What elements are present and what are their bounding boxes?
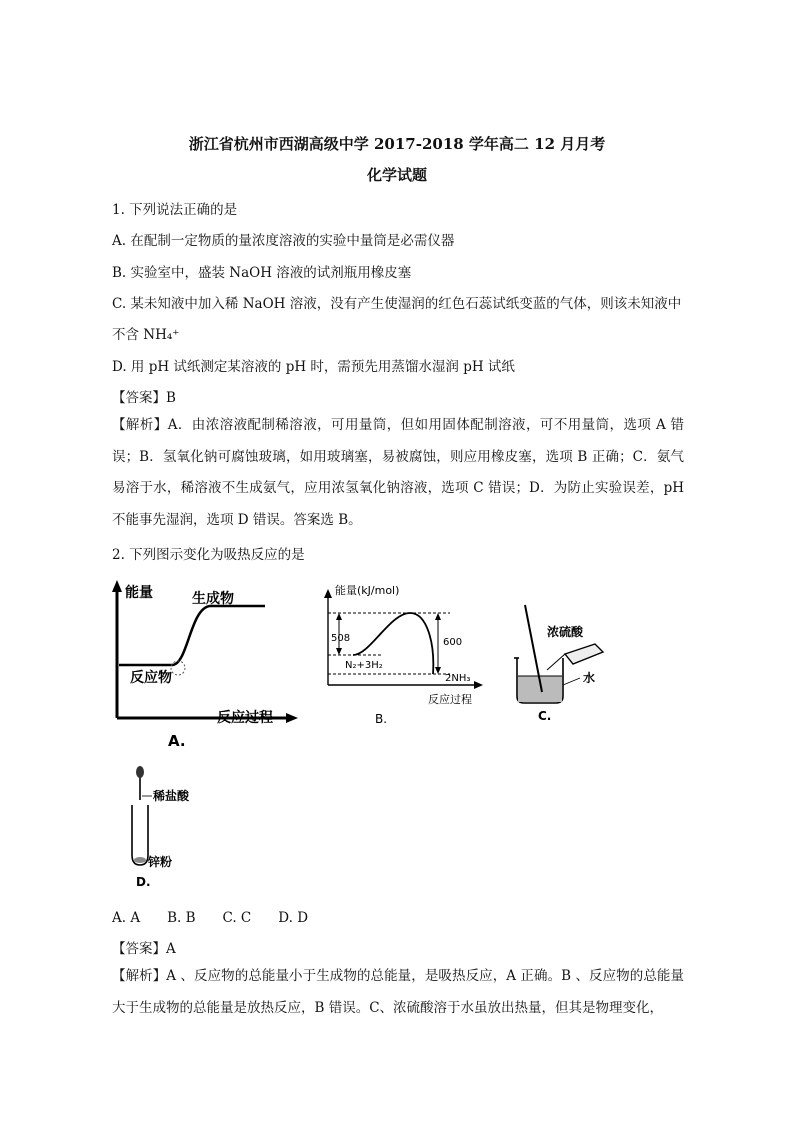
q1-option-c-line2: 不含 NH₄⁺ (112, 327, 180, 343)
fig-a-product-label: 生成物 (192, 591, 234, 607)
document-subtitle: 化学试题 (366, 166, 427, 184)
fig-b-arrow-508-top (336, 613, 342, 620)
fig-a-xlabel: 反应过程 (217, 710, 273, 726)
fig-c-acid-bottle (565, 644, 603, 664)
q1-option-a: A. 在配制一定物质的量浓度溶液的实验中量筒是必需仪器 (112, 233, 455, 249)
document-title: 浙江省杭州市西湖高级中学 2017-2018 学年高二 12 月月考 (188, 135, 606, 153)
fig-a-x-arrow (286, 713, 298, 723)
figure-c-acid-dilution (505, 600, 625, 725)
fig-b-arrow-600-bottom (435, 667, 441, 674)
fig-a-caption: A. (168, 732, 186, 750)
fig-c-acid-label: 浓硫酸 (547, 625, 584, 639)
fig-d-caption: D. (136, 875, 151, 889)
q1-answer: 【答案】B (112, 390, 176, 406)
fig-c-caption: C. (538, 709, 552, 723)
fig-a-y-arrow (112, 580, 122, 592)
q1-option-b: B. 实验室中，盛装 NaOH 溶液的试剂瓶用橡皮塞 (112, 265, 412, 281)
fig-b-reactants-label: N₂+3H₂ (345, 660, 383, 671)
fig-b-xlabel: 反应过程 (428, 693, 472, 706)
fig-d-test-tube-body (132, 805, 148, 865)
figure-d-test-tube (120, 760, 230, 892)
figure-a-energy-diagram (100, 578, 300, 750)
fig-a-energy-curve (119, 606, 265, 665)
fig-a-ylabel: 能量 (125, 585, 153, 601)
fig-c-water-label: 水 (583, 671, 596, 685)
q1-option-d: D. 用 pH 试纸测定某溶液的 pH 时，需预先用蒸馏水湿润 pH 试纸 (112, 359, 515, 375)
fig-b-value-508: 508 (331, 633, 351, 644)
q2-options: A. A B. B C. C D. D (112, 910, 309, 926)
fig-b-y-arrow (324, 589, 332, 598)
fig-b-caption: B. (375, 712, 388, 726)
fig-b-value-600: 600 (443, 637, 463, 648)
fig-b-x-arrow (474, 681, 483, 689)
fig-d-dropper-bulb (136, 766, 144, 778)
fig-b-ylabel: 能量(kJ/mol) (335, 584, 400, 597)
q2-stem: 2. 下列图示变化为吸热反应的是 (112, 547, 305, 563)
fig-c-water-leader (563, 678, 580, 685)
fig-d-zinc-label: 锌粉 (148, 855, 173, 869)
fig-d-acid-label: 稀盐酸 (153, 789, 190, 803)
fig-b-arrow-508-bottom (336, 648, 342, 655)
q2-analysis: 【解析】A 、反应物的总能量小于生成物的总能量，是吸热反应，A 正确。B 、反应物的总能量大于生成物的总能量是放热反应，B 错误。C、浓硫酸溶于水虽放出热量，但其是物理变化， (112, 968, 684, 1016)
fig-a-reactant-label: 反应物 (130, 670, 172, 686)
figure-b-energy-diagram (315, 583, 490, 728)
q1-option-c-line1: C. 某未知液中加入稀 NaOH 溶液，没有产生使湿润的红色石蕊试纸变蓝的气体，则该未知液中 (112, 296, 682, 312)
q1-stem: 1. 下列说法正确的是 (112, 202, 238, 218)
fig-d-zinc-powder (134, 857, 146, 863)
fig-b-product-label: 2NH₃ (445, 673, 471, 684)
fig-b-arrow-600-top (435, 613, 441, 620)
q2-answer: 【答案】A (112, 941, 176, 957)
q1-analysis: 【解析】A．由浓溶液配制稀溶液，可用量筒，但如用固体配制溶液，可不用量筒，选项 A 错误；B．氢氧化钠可腐蚀玻璃，如用玻璃塞，易被腐蚀，则应用橡皮塞，选项 B 正确；C．氨气易溶于水，稀溶液不生成氨气，应用浓氢氧化钠溶液，选项 C 错误；D．为防止实验误差，pH 不能事先湿润，选项 D 错误。答案选 B。 (112, 417, 684, 528)
